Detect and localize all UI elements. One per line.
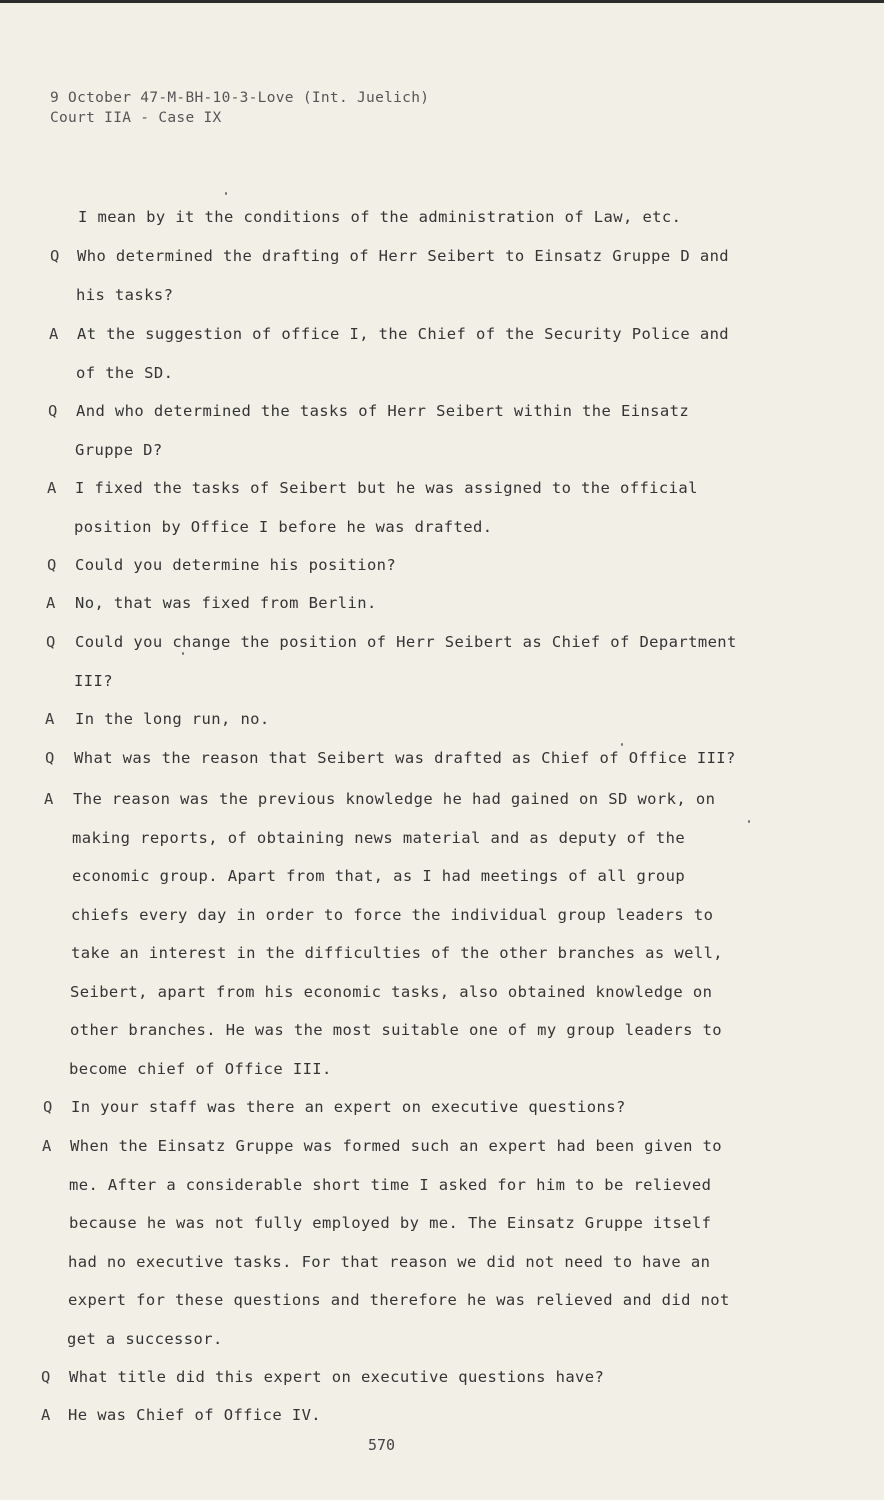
transcript-line: making reports, of obtaining news material and as deputy of the bbox=[72, 829, 686, 847]
question-marker: Q bbox=[45, 749, 55, 767]
header-line-2: Court IIA - Case IX bbox=[50, 110, 222, 126]
transcript-line: get a successor. bbox=[67, 1330, 223, 1348]
transcript-line: position by Office I before he was drafted. bbox=[74, 518, 493, 536]
transcript-line: chiefs every day in order to force the individual group leaders to bbox=[71, 906, 714, 924]
transcript-line: economic group. Apart from that, as I had meetings of all group bbox=[72, 867, 686, 885]
question-marker: Q bbox=[47, 556, 57, 574]
transcript-line: He was Chief of Office IV. bbox=[68, 1406, 322, 1424]
header-line-1: 9 October 47-M-BH-10-3-Love (Int. Juelich) bbox=[50, 90, 430, 106]
transcript-line: Could you determine his position? bbox=[75, 556, 397, 574]
transcript-line: What title did this expert on executive questions have? bbox=[69, 1368, 605, 1386]
answer-marker: A bbox=[41, 1406, 51, 1424]
question-marker: Q bbox=[48, 402, 58, 420]
answer-marker: A bbox=[44, 790, 54, 808]
transcript-line: expert for these questions and therefore he was relieved and did not bbox=[68, 1291, 730, 1309]
transcript-line: Who determined the drafting of Herr Seibert to Einsatz Gruppe D and bbox=[77, 247, 730, 265]
transcript-line: No, that was fixed from Berlin. bbox=[75, 594, 377, 612]
transcript-line: The reason was the previous knowledge he had gained on SD work, on bbox=[73, 790, 716, 808]
answer-marker: A bbox=[46, 594, 56, 612]
ink-speck bbox=[225, 192, 227, 195]
answer-marker: A bbox=[47, 479, 57, 497]
question-marker: Q bbox=[43, 1098, 53, 1116]
transcript-line: other branches. He was the most suitable one of my group leaders to bbox=[70, 1021, 723, 1039]
transcript-line: In the long run, no. bbox=[75, 710, 270, 728]
transcript-line: me. After a considerable short time I asked for him to be relieved bbox=[69, 1176, 712, 1194]
transcript-line: And who determined the tasks of Herr Seibert within the Einsatz bbox=[76, 402, 690, 420]
page-top-edge bbox=[0, 0, 884, 3]
transcript-line: In your staff was there an expert on executive questions? bbox=[71, 1098, 626, 1116]
transcript-line: his tasks? bbox=[76, 286, 174, 304]
answer-marker: A bbox=[45, 710, 55, 728]
ink-speck bbox=[748, 820, 750, 823]
transcript-line: had no executive tasks. For that reason we did not need to have an bbox=[68, 1253, 711, 1271]
transcript-line: Could you change the position of Herr Seibert as Chief of Department bbox=[75, 633, 737, 651]
answer-marker: A bbox=[42, 1137, 52, 1155]
answer-marker: A bbox=[49, 325, 59, 343]
transcript-line: of the SD. bbox=[76, 364, 174, 382]
ink-speck bbox=[621, 743, 623, 746]
question-marker: Q bbox=[41, 1368, 51, 1386]
question-marker: Q bbox=[46, 633, 56, 651]
transcript-line: I mean by it the conditions of the administration of Law, etc. bbox=[78, 208, 682, 226]
transcript-line: Gruppe D? bbox=[75, 441, 163, 459]
transcript-line: Seibert, apart from his economic tasks, also obtained knowledge on bbox=[70, 983, 713, 1001]
transcript-line: become chief of Office III. bbox=[69, 1060, 332, 1078]
transcript-line: At the suggestion of office I, the Chief of the Security Police and bbox=[77, 325, 730, 343]
question-marker: Q bbox=[50, 247, 60, 265]
transcript-line: III? bbox=[74, 672, 113, 690]
transcript-line: take an interest in the difficulties of the other branches as well, bbox=[71, 944, 724, 962]
page-number: 570 bbox=[368, 1436, 396, 1454]
transcript-line: I fixed the tasks of Seibert but he was assigned to the official bbox=[75, 479, 698, 497]
transcript-line: What was the reason that Seibert was drafted as Chief of Office III? bbox=[74, 749, 736, 767]
transcript-line: When the Einsatz Gruppe was formed such an expert had been given to bbox=[70, 1137, 723, 1155]
transcript-line: because he was not fully employed by me. The Einsatz Gruppe itself bbox=[69, 1214, 712, 1232]
ink-speck bbox=[182, 652, 184, 655]
